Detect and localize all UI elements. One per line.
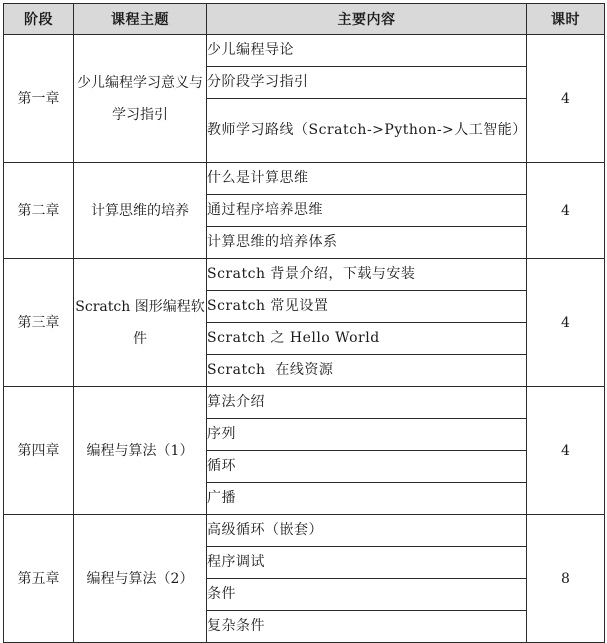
chapter-1-item-3: 教师学习路线（Scratch->Python->人工智能） [207,99,527,163]
header-hours: 课时 [527,4,605,35]
chapter-2-item-1: 什么是计算思维 [207,163,527,195]
table-row [4,259,605,291]
chapter-5-hours: 8 [527,515,605,643]
chapter-2-item-3: 计算思维的培养体系 [207,227,527,259]
table-row [4,163,605,195]
chapter-2-topic: 计算思维的培养 [74,163,207,259]
chapter-5-item-2: 程序调试 [207,547,527,579]
chapter-3-item-4: Scratch 在线资源 [207,355,527,387]
chapter-4-stage: 第四章 [4,387,74,515]
chapter-3-stage: 第三章 [4,259,74,387]
chapter-4-item-3: 循环 [207,451,527,483]
chapter-5-stage: 第五章 [4,515,74,643]
chapter-3-hours: 4 [527,259,605,387]
chapter-1-item-1: 少儿编程导论 [207,35,527,67]
chapter-4-topic: 编程与算法（1） [74,387,207,515]
header-content: 主要内容 [207,4,527,35]
table-row [4,387,605,419]
table-header [4,4,605,35]
chapter-3-item-2: Scratch 常见设置 [207,291,527,323]
chapter-1-hours: 4 [527,35,605,163]
chapter-4-item-2: 序列 [207,419,527,451]
syllabus-table [3,3,605,643]
chapter-2-stage: 第二章 [4,163,74,259]
chapter-4-hours: 4 [527,387,605,515]
chapter-5-topic: 编程与算法（2） [74,515,207,643]
header-stage: 阶段 [4,4,74,35]
table-row [4,515,605,547]
header-topic: 课程主题 [74,4,207,35]
chapter-1-item-2: 分阶段学习指引 [207,67,527,99]
chapter-1-stage: 第一章 [4,35,74,163]
chapter-1-topic: 少儿编程学习意义与学习指引 [74,35,207,163]
table-row [4,35,605,67]
table-body [4,35,605,643]
chapter-2-hours: 4 [527,163,605,259]
chapter-3-item-1: Scratch 背景介绍，下载与安装 [207,259,527,291]
chapter-5-item-3: 条件 [207,579,527,611]
chapter-2-item-2: 通过程序培养思维 [207,195,527,227]
chapter-3-item-3: Scratch 之 Hello World [207,323,527,355]
chapter-5-item-1: 高级循环（嵌套） [207,515,527,547]
chapter-4-item-1: 算法介绍 [207,387,527,419]
chapter-4-item-4: 广播 [207,483,527,515]
chapter-3-topic: Scratch 图形编程软件 [74,259,207,387]
chapter-5-item-4: 复杂条件 [207,611,527,643]
header-row [4,4,605,35]
